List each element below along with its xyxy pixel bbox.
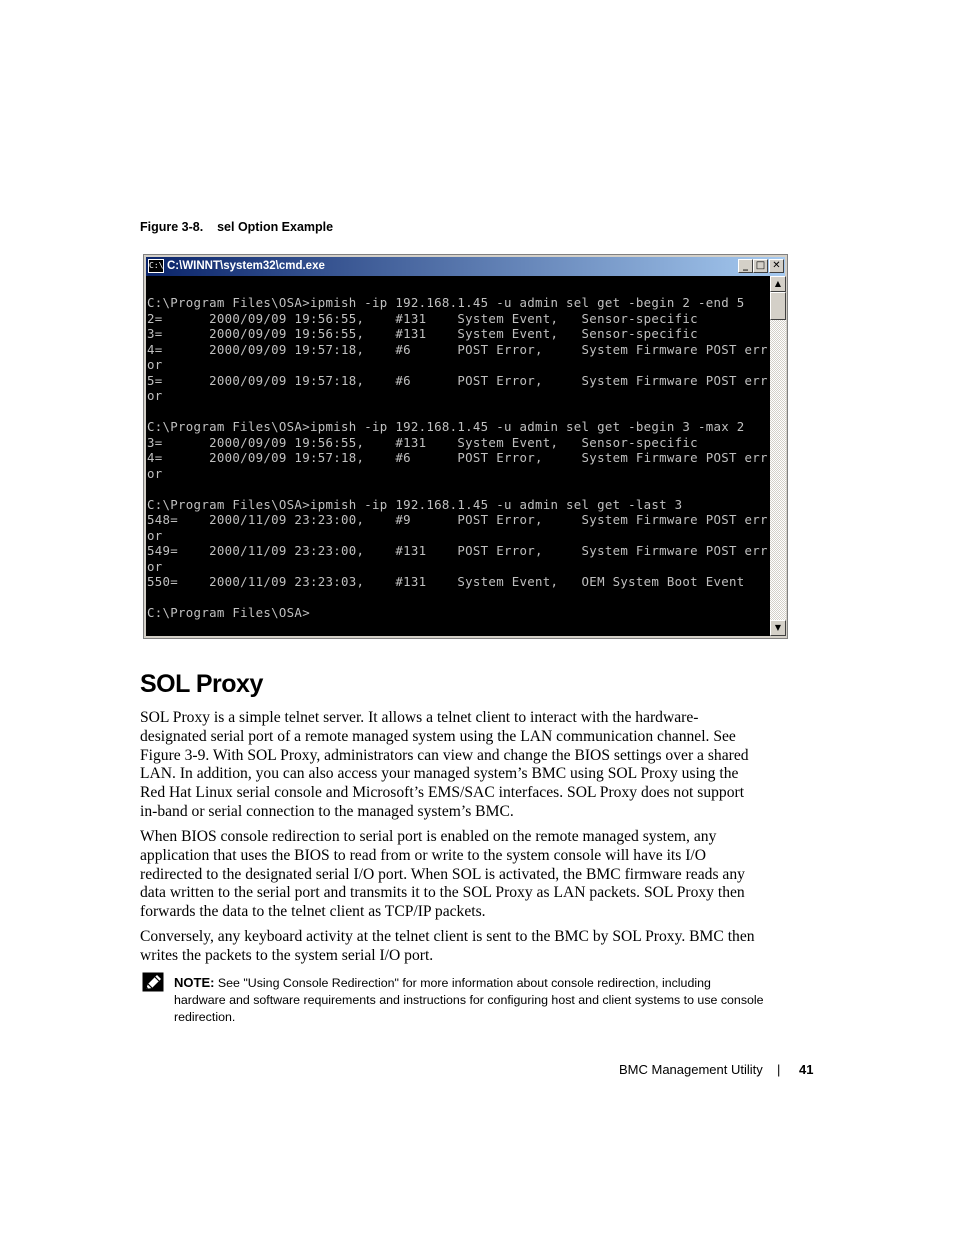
note-label: NOTE:	[174, 975, 215, 990]
footer-title: BMC Management Utility	[619, 1062, 763, 1077]
cmd-app-icon[interactable]: C:\	[148, 259, 164, 273]
note-pencil-icon	[142, 972, 164, 992]
paragraph-intro: SOL Proxy is a simple telnet server. It allows a telnet client to interact with the hardware-designated serial port of a remote managed system using the LAN communication channel. See Figure 3-9. With SOL Proxy, administrators can view and change the BIOS settings over a shared LAN. In addition, you can also access your managed system’s BMC using SOL Proxy using the Red Hat Linux serial console and Microsoft’s EMS/SAC interfaces. SOL Proxy does not support in-band or serial connection to the managed system’s BMC.	[140, 709, 749, 820]
close-button[interactable]: ✕	[769, 259, 784, 273]
console-output-area[interactable]	[146, 276, 770, 636]
window-title: C:\WINNT\system32\cmd.exe	[167, 260, 325, 272]
note-text: See "Using Console Redirection" for more information about console redirection, including hardware and software requirements and instructions for configuring host and client systems to use console redirection.	[174, 976, 764, 1025]
window-titlebar[interactable]	[146, 257, 785, 276]
paragraph-keyboard-activity: Conversely, any keyboard activity at the telnet client is sent to the BMC by SOL Proxy. BMC then writes the packets to the system serial I/O port.	[140, 928, 755, 964]
paragraph-bios-redirection: When BIOS console redirection to serial port is enabled on the remote managed system, any application that uses the BIOS to read from or write to the system console will have its I/O redirected to the designated serial I/O port. When SOL is activated, the BMC firmware reads any data written to the serial port and transmits it to the SOL Proxy as LAN packets. SOL Proxy then forwards the data to the telnet client as TCP/IP packets.	[140, 828, 745, 921]
console-output-text: C:\Program Files\OSA>ipmish -ip 192.168.1.45 -u admin sel get -begin 2 -end 5 2= 2000/09/09 19:56:55, #131 System Event, Sensor-specific 3= 2000/09/09 19:56:55, #131 System Event, Sensor-specific 4= 2000/09/09 19:57:18, #6 POST Error, System Firmware POST err or 5= 2000/09/09 19:57:18, #6 POST Error, System Firmware POST err or C:\Program Files\OSA>ipmish -ip 192.168.1.45 -u admin sel get -begin 3 -max 2 3= 2000/09/09 19:56:55, #131 System Event, Sensor-specific 4= 2000/09/09 19:57:18, #6 POST Error, System Firmware POST err or C:\Program Files\OSA>ipmish -ip 192.168.1.45 -u admin sel get -last 3 548= 2000/11/09 23:23:00, #9 POST Error, System Firmware POST err or 549= 2000/11/09 23:23:00, #131 POST Error, System Firmware POST err or 550= 2000/11/09 23:23:03, #131 System Event, OEM System Boot Event C:\Program Files\OSA>	[147, 295, 768, 620]
maximize-button[interactable]: □	[753, 259, 768, 273]
scroll-up-button[interactable]: ▲	[770, 276, 786, 292]
scroll-thumb[interactable]	[770, 292, 786, 320]
figure-caption: Figure 3-8. sel Option Example	[140, 220, 334, 234]
vertical-scrollbar[interactable]	[770, 276, 786, 636]
scroll-down-button[interactable]: ▼	[770, 620, 786, 636]
note-callout	[174, 974, 764, 1027]
section-heading: SOL Proxy	[140, 670, 263, 698]
minimize-button[interactable]: _	[738, 259, 753, 273]
footer-separator: |	[777, 1062, 781, 1077]
page-number: 41	[799, 1062, 814, 1077]
command-prompt-window	[143, 254, 788, 639]
